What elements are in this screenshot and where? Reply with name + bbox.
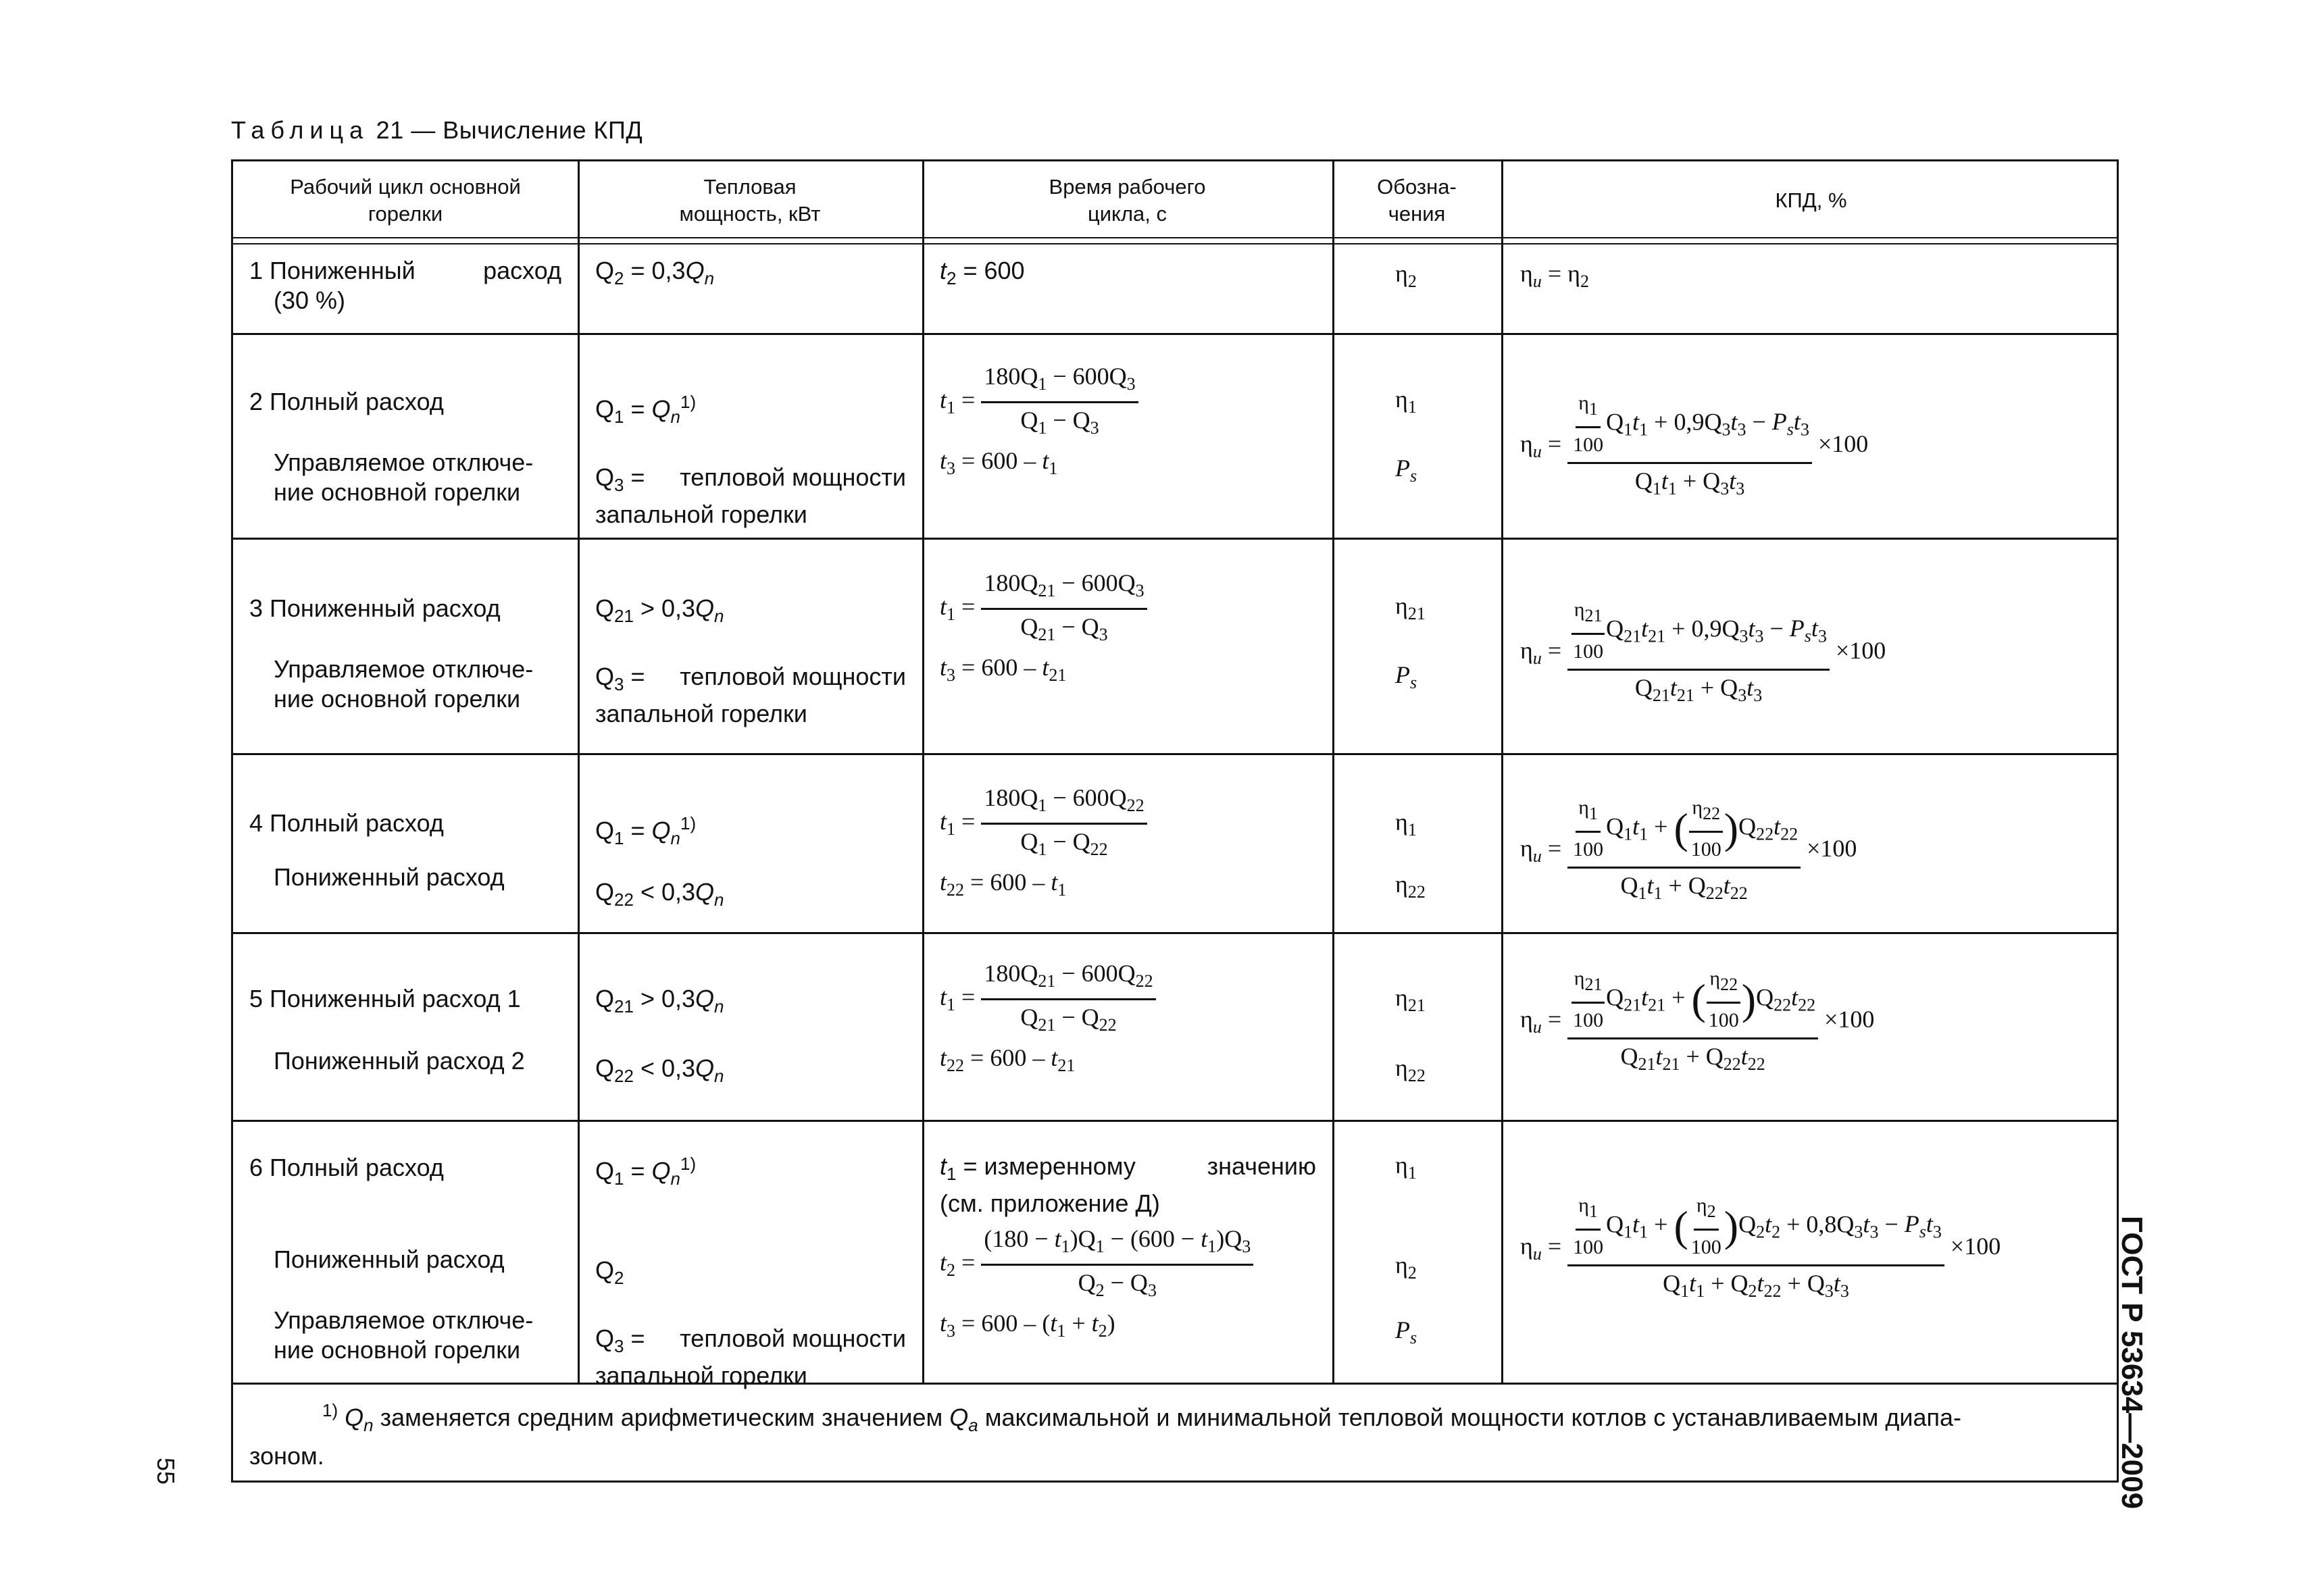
row5-time: $t_1$ = $\frac{180Q_{21} - 600Q_{22}}{Q_{21} - Q_{22}}$ $t_{22} = 600 - t_{21}$ [940,958,1156,1081]
row4-efficiency: $\eta_u$ = $\frac{\eta 1}{100}$ $Q_1t_1$ + ( $\frac{\eta 22}{100}$ )$Q_{22}t_{22}$ $Q_1t_1 + Q_{22}t_{22}$ ×100 [1520,793,1857,908]
row4-time: $t_1$ = $\frac{180Q_1 - 600Q_{22}}{Q_1 - Q_{22}}$ $t_{22} = 600 - t_1$ [940,783,1147,905]
row2-power: $Q_1 = Q_n^{1)}$ $Q_3$ = тепловой мощности запальной горелки [595,392,906,528]
caption-label: Таблица [231,116,370,144]
row6-symbols: $\eta_1$ $\eta_2$ $P_s$ [1395,1152,1417,1347]
efficiency-table [231,159,2119,1483]
header-efficiency: КПД, % [1775,188,1847,212]
table-caption [231,116,643,145]
document-standard-label: ГОСТ Р 53634—2009 [2115,1216,2148,1510]
row5-efficiency: $\eta_u$ = $\frac{\eta 21}{100}$ $Q_{21}t_{21}$ + ( $\frac{\eta 22}{100}$ )$Q_{22}t_{22}$ $Q_{21}t_{21} + Q_{22}t_{22}$ ×100 [1520,964,1874,1079]
header-cycle-time: Время рабочего цикла, с [1049,175,1206,226]
row5-cycle: 5 Пониженный расход 1 Пониженный расход 2 [249,985,525,1075]
row2-symbols: $\eta_1$ $P_s$ [1395,386,1417,486]
row5-symbols: $\eta_{21}$ $\eta_{22}$ [1395,984,1426,1085]
row3-efficiency: $\eta_u$ = $\frac{\eta 21}{100}$ $Q_{21}t_{21} + 0,9Q_3t_3 - P_st_3$ $Q_{21}t_{21} + Q_3t_3$ ×100 [1520,595,1886,711]
row4-cycle: 4 Полный расход Пониженный расход [249,809,505,891]
row2-time: $t_1$ = $\frac{180Q_1 - 600Q_3}{Q_1 - Q_3}$ $t_3 = 600 - t_1$ [940,361,1138,484]
row6-cycle: 6 Полный расход Пониженный расход Управляемое отключе- ние основной горелки [249,1154,534,1364]
header-symbols: Обозна- чения [1377,175,1457,226]
row1-power: $Q_2 = 0,3Q_n$ [595,257,715,288]
row6-power: $Q_1 = Q_n^{1)}$ $Q_2$ $Q_3$ = тепловой мощности запальной горелки [595,1154,906,1389]
row6-efficiency: $\eta_u$ = $\frac{\eta 1}{100}$ $Q_1t_1$ + ( $\frac{\eta 2}{100}$ )$Q_2t_2 + 0,8Q_3t_3 - P_st_3$ $Q_1t_1 + Q_2t_{22} + Q_3t_3$ ×100 [1520,1191,2001,1306]
row5-power: $Q_{21} > 0,3Q_n$ $Q_{22} < 0,3Q_n$ [595,985,724,1086]
row3-power: $Q_{21} > 0,3Q_n$ $Q_3$ = тепловой мощности запальной горелки [595,594,906,727]
header-work-cycle: Рабочий цикл основной горелки [290,175,521,226]
caption-title: 21 — Вычисление КПД [376,116,643,144]
header-heat-power: Тепловая мощность, кВт [679,175,821,226]
row2-cycle: 2 Полный расход Управляемое отключе- ние основной горелки [249,388,534,506]
page-number: 55 [152,1458,180,1485]
row1-symbol: $\eta_2$ [1395,260,1417,291]
row1-cycle: 1 Пониженный расход (30 %) [249,257,561,314]
row1-efficiency: $\eta_u = \eta_2$ [1520,260,1589,291]
row4-symbols: $\eta_1$ $\eta_{22}$ [1395,808,1426,902]
row3-symbols: $\eta_{21}$ $P_s$ [1395,592,1426,692]
row3-time: $t_1$ = $\frac{180Q_{21} - 600Q_3}{Q_{21} - Q_3}$ $t_3 = 600 - t_{21}$ [940,568,1147,690]
row6-time: $t_1$ = измеренному значению (см. приложение Д) $t_2$ = $\frac{(180 - t_1)Q_1 - (600 - t_1)Q_3}{Q_2 - Q_3}$ $t_3 = 600 - (t_1 + t_2)$ [940,1152,1316,1341]
row1-time: $t_2 = 600$ [940,257,1025,288]
row4-power: $Q_1 = Q_n^{1)}$ $Q_{22} < 0,3Q_n$ [595,813,724,910]
row3-cycle: 3 Пониженный расход Управляемое отключе- ние основной горелки [249,594,534,713]
table-footnote: $^{1)}$ $Q_n$ заменяется средним арифметическим значением $Q_a$ максимальной и минимальной тепловой мощности котлов с устанавливаемым диапа- зоном. [249,1400,1962,1470]
row2-efficiency: $\eta_u$ = $\frac{\eta 1}{100}$ $Q_1t_1 + 0,9Q_3t_3 - P_st_3$ $Q_1t_1 + Q_3t_3$ ×100 [1520,388,1868,504]
